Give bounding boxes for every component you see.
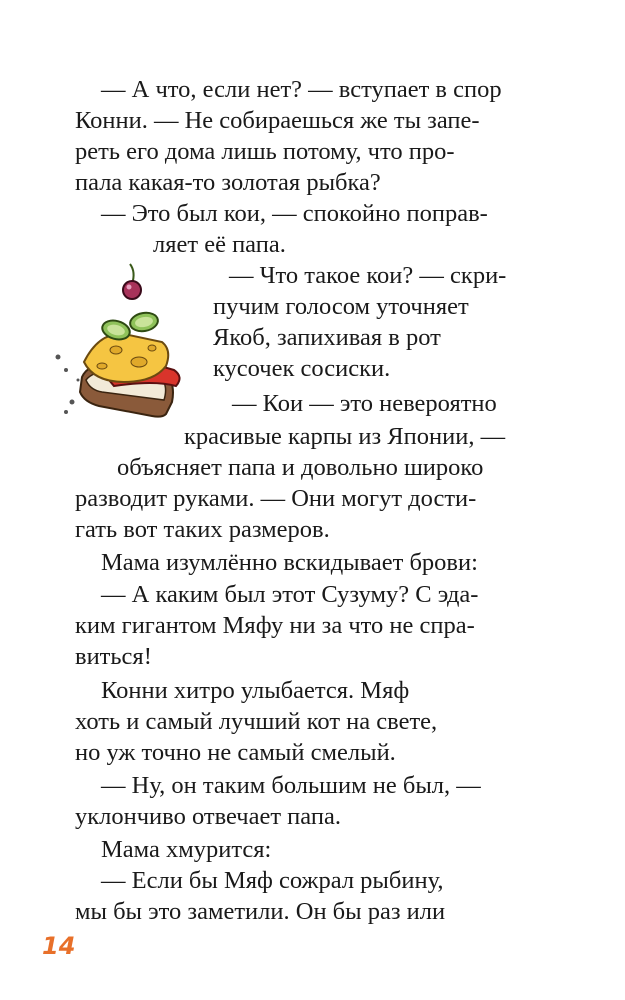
text-line: Мама изумлённо вскидывает брови: (101, 549, 478, 576)
text-line: виться! (75, 643, 152, 670)
text-line: Конни. — Не собираешься же ты запе- (75, 107, 480, 134)
text-line: — Ну, он таким большим не был, — (101, 772, 481, 799)
text-line: но уж точно не самый смелый. (75, 739, 396, 766)
text-line: — Если бы Мяф сожрал рыбину, (101, 867, 444, 894)
text-line: — Кои — это невероятно (232, 390, 497, 417)
text-line: Конни хитро улыбается. Мяф (101, 677, 410, 704)
text-line: разводит руками. — Они могут дости- (75, 485, 477, 512)
text-line: кусочек сосиски. (213, 355, 391, 382)
text-line: гать вот таких размеров. (75, 516, 330, 543)
sandwich-illustration-icon (44, 262, 194, 422)
text-line: пала какая-то золотая рыбка? (75, 169, 381, 196)
text-line: Мама хмурится: (101, 836, 272, 863)
text-line: — Это был кои, — спокойно поправ- (101, 200, 488, 227)
text-line: ляет её папа. (153, 231, 286, 258)
text-line: реть его дома лишь потому, что про- (75, 138, 455, 165)
page-number: 14 (42, 932, 76, 960)
text-line: — Что такое кои? — скри- (229, 262, 507, 289)
text-line: красивые карпы из Японии, — (184, 423, 506, 450)
text-line: уклончиво отвечает папа. (75, 803, 341, 830)
text-line: Якоб, запихивая в рот (213, 324, 441, 351)
text-line: мы бы это заметили. Он бы раз или (75, 898, 446, 925)
text-line: — А что, если нет? — вступает в спор (101, 76, 502, 103)
text-line: объясняет папа и довольно широко (117, 454, 484, 481)
text-line: ким гигантом Мяфу ни за что не спра- (75, 612, 475, 639)
text-line: пучим голосом уточняет (213, 293, 469, 320)
text-line: хоть и самый лучший кот на свете, (75, 708, 438, 735)
text-line: — А каким был этот Сузуму? С эда- (101, 581, 479, 608)
